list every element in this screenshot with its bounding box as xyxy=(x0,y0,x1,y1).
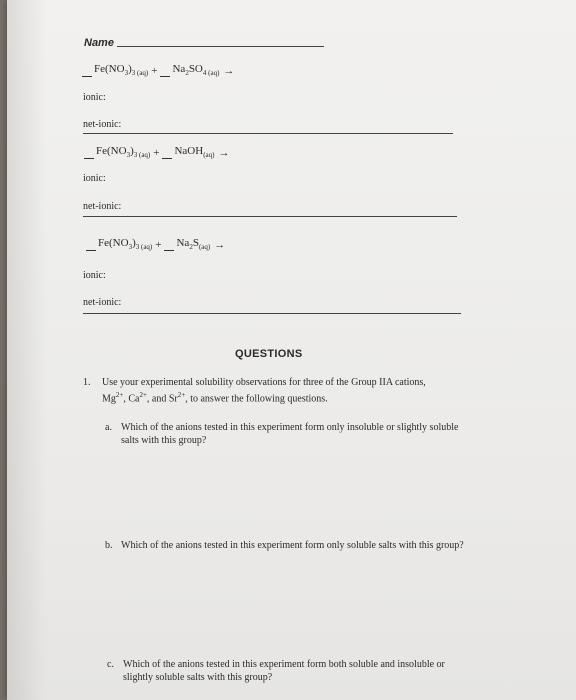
question-a-text: Which of the anions tested in this experiment form only insoluble or slightly soluble salts with this group? xyxy=(121,422,459,446)
reaction-3-equation xyxy=(86,237,225,251)
reactant-1: $Fe(NO_3)_{3 (aq)}$ xyxy=(98,237,153,252)
coefficient-blank[interactable] xyxy=(86,249,96,251)
net-ionic-label: net-ionic: xyxy=(83,119,122,130)
page-shadow xyxy=(7,0,47,700)
reactant-1: $Fe(NO_3)_{3 (aq)}$ xyxy=(96,145,151,160)
net-ionic-answer-line[interactable] xyxy=(83,216,457,217)
question-1-line-2: $Mg^{2+}$, $Ca^{2+}$, and $Sr^{2+}$, to answer the following questions. xyxy=(102,391,328,405)
reactant-1: $Fe(NO_3)_{3 (aq)}$ xyxy=(94,63,149,78)
reaction-2-equation xyxy=(84,145,229,159)
net-ionic-label: net-ionic: xyxy=(83,201,122,212)
question-1-line-1: Use your experimental solubility observations for three of the Group IIA cations, xyxy=(102,377,426,388)
coefficient-blank[interactable] xyxy=(84,157,94,159)
question-c-text: Which of the anions tested in this experiment form both soluble and insoluble or slightly soluble salts with this group? xyxy=(123,659,445,683)
question-1-number: 1. xyxy=(83,377,91,388)
reaction-1-equation xyxy=(82,63,234,77)
net-ionic-label: net-ionic: xyxy=(83,297,122,308)
ionic-label: ionic: xyxy=(83,173,106,184)
reaction-arrow-icon: → xyxy=(218,147,230,160)
net-ionic-answer-line[interactable] xyxy=(83,133,453,134)
coefficient-blank[interactable] xyxy=(164,249,174,251)
coefficient-blank[interactable] xyxy=(82,75,92,77)
coefficient-blank[interactable] xyxy=(162,157,172,159)
reactant-2: NaOH$_{(aq)}$ xyxy=(174,145,215,160)
questions-heading: QUESTIONS xyxy=(235,348,303,360)
question-1-text xyxy=(102,376,482,405)
plus-sign: + xyxy=(151,65,158,78)
net-ionic-answer-line[interactable] xyxy=(83,313,461,314)
ionic-label: ionic: xyxy=(83,92,106,103)
name-label: Name xyxy=(84,37,114,49)
reactant-2: $Na_2S_{(aq)}$ xyxy=(176,237,211,252)
reactant-2: $Na_2SO_{4 (aq)}$ xyxy=(172,63,220,78)
question-c-marker: c. xyxy=(107,659,114,670)
reaction-arrow-icon: → xyxy=(214,239,226,252)
reaction-arrow-icon: → xyxy=(223,65,235,78)
plus-sign: + xyxy=(155,239,162,252)
plus-sign: + xyxy=(153,147,160,160)
name-line[interactable] xyxy=(117,46,324,47)
worksheet-page xyxy=(7,0,576,700)
ionic-label: ionic: xyxy=(83,270,106,281)
question-a-marker: a. xyxy=(105,422,112,433)
question-b-marker: b. xyxy=(105,540,113,551)
question-b-text: Which of the anions tested in this experiment form only soluble salts with this group? xyxy=(121,540,464,551)
coefficient-blank[interactable] xyxy=(160,75,170,77)
